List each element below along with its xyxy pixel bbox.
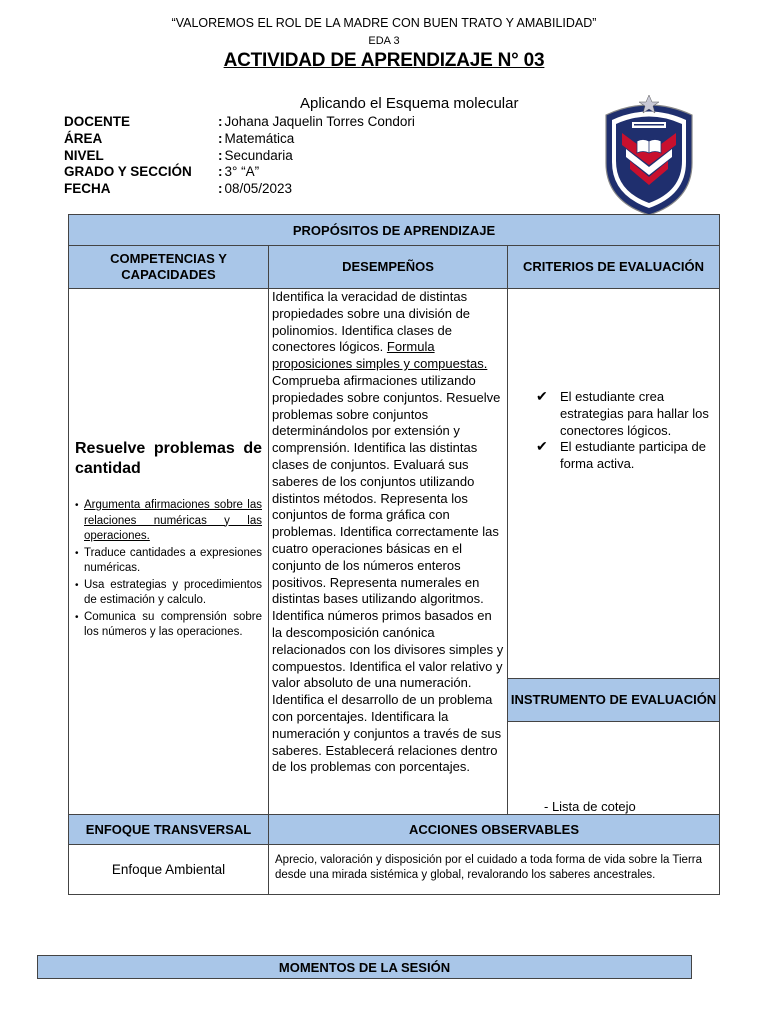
enfoque-value: Enfoque Ambiental — [69, 845, 269, 895]
eda-label: EDA 3 — [368, 35, 400, 47]
list-item: ✔ El estudiante crea estrategias para hallar los conectores lógicos. — [536, 388, 709, 438]
info-label: ÁREA — [64, 130, 103, 146]
criterios-cell — [508, 289, 720, 815]
competencia-title-cont: cantidad — [75, 460, 141, 477]
school-crest-icon — [596, 93, 702, 219]
acciones-value: Aprecio, valoración y disposición por el cuidado a toda forma de vida sobre la Tierra desde una mirada sistémica y global, revalorando los saberes ancestrales. — [269, 845, 720, 895]
info-value: Johana Jaquelin Torres Condori — [224, 114, 415, 129]
info-block — [64, 114, 415, 198]
list-item: ✔ El estudiante participa de forma activa. — [536, 438, 706, 472]
page-title: ACTIVIDAD DE APRENDIZAJE N° 03 — [223, 50, 545, 71]
checkmark-icon: ✔ — [536, 438, 548, 455]
info-value: Matemática — [224, 130, 295, 146]
enfoque-header: ENFOQUE TRANSVERSAL — [69, 815, 269, 845]
list-item: • Usa estrategias y procedimientos de estimación y calculo. — [75, 578, 262, 609]
list-item: • Traduce cantidades a expresiones numéricas. — [75, 546, 262, 577]
competencias-header: COMPETENCIAS Y CAPACIDADES — [69, 246, 269, 289]
checkmark-icon: ✔ — [536, 388, 548, 404]
desempenos-header: DESEMPEÑOS — [269, 246, 508, 289]
info-label: GRADO Y SECCIÓN — [64, 164, 192, 180]
info-value: 08/05/2023 — [224, 181, 293, 197]
acciones-header: ACCIONES OBSERVABLES — [269, 815, 720, 845]
learning-purpose-table — [68, 214, 720, 895]
competencia-title: Resuelve problemas de — [75, 440, 262, 457]
competencias-cell — [69, 289, 269, 815]
info-row-docente: DOCENTE : Johana Jaquelin Torres Condori — [64, 114, 415, 129]
info-value: 3° “A” — [224, 164, 260, 180]
info-row-grado: GRADO Y SECCIÓN : 3° “A” — [64, 164, 260, 180]
info-label: NIVEL — [64, 147, 104, 163]
info-value: Secundaria — [224, 147, 293, 163]
momentos-header: MOMENTOS DE LA SESIÓN — [37, 955, 692, 979]
info-row-area: ÁREA : Matemática — [64, 130, 295, 146]
list-item: • Comunica su comprensión sobre los números y las operaciones. — [75, 610, 262, 641]
purposes-header: PROPÓSITOS DE APRENDIZAJE — [69, 215, 720, 246]
info-label: FECHA — [64, 181, 111, 197]
criterios-header: CRITERIOS DE EVALUACIÓN — [508, 246, 720, 289]
info-row-nivel: NIVEL : Secundaria — [64, 147, 293, 163]
instrumento-header: INSTRUMENTO DE EVALUACIÓN — [508, 678, 719, 722]
list-item: • Argumenta afirmaciones sobre las relaciones numéricas y las operaciones. — [75, 498, 262, 545]
desempenos-cell: Identifica la veracidad de distintas propiedades sobre una división de polinomios. Identifica clases de conectores lógicos. Formula proposiciones simples y compuestas. Comprueba afirmaciones utilizando propiedades sobre conjuntos. Resuelve problemas sobre conjuntos determinándolos por extensión y comprensión. Identifica las distintas clases de conjuntos. Evaluará sus saberes de los conjuntos utilizando distintos métodos. Representa los conjuntos de forma gráfica con problemas. Identifica correctamente las cuatro operaciones básicas en el conjunto de los números enteros positivos. Representa numerales en distintas bases utilizando algoritmos. Identifica números primos basados en la descomposición canónica relacionados con los divisores simples y compuestos. Identifica el valor relativo y valor absoluto de una numeración. Identifica el desarrollo de un problema con porcentajes. Identificara la numeración y conjuntos a través de sus saberes. Establecerá relaciones dentro de los problemas con porcentajes. — [269, 289, 508, 815]
info-row-fecha: FECHA : 08/05/2023 — [64, 181, 293, 197]
institutional-motto: “VALOREMOS EL ROL DE LA MADRE CON BUEN TRATO Y AMABILIDAD” — [171, 16, 597, 30]
underlined-desempeno: Formula proposiciones simples y compuestas. — [272, 339, 488, 372]
instrumento-value: - Lista de cotejo — [544, 799, 636, 814]
activity-subtitle: Aplicando el Esquema molecular — [300, 95, 519, 112]
criterios-list — [508, 389, 719, 473]
info-label: DOCENTE — [64, 114, 131, 129]
capacidades-list — [75, 498, 262, 641]
